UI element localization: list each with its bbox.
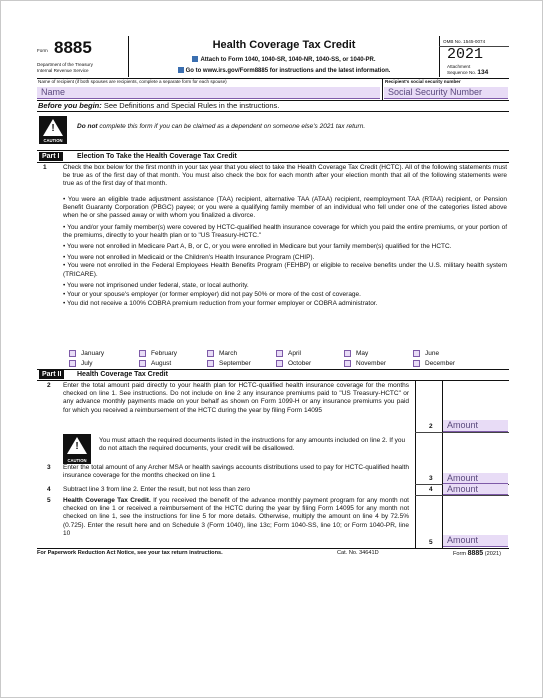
line2-amount-input[interactable]: Amount: [443, 420, 508, 432]
list-item: • You were an eligible trade adjustment assistance (TAA) recipient, alternative TAA (ATAA) recipient, reemployment TAA (RTAA) recipient, or Pension Benefit Guaranty Corporation (PBGC) payee; or you were a qualifying family member of an individual who fell under one of the categories listed above when he or she passed away or with whom you finalized a divorce.: [63, 196, 507, 220]
caution-dependent-text: Do not complete this form if you can be claimed as a dependent on someone else's 2021 tax return.: [77, 123, 366, 130]
month-checkbox-october[interactable]: [276, 360, 283, 367]
month-checkbox-june[interactable]: [413, 350, 420, 357]
department: Department of the Treasury: [37, 62, 93, 67]
month-label-december: December: [425, 360, 455, 367]
line5-number: 5: [47, 497, 51, 504]
line2-number: 2: [47, 382, 51, 389]
line4-text: Subtract line 3 from line 2. Enter the result, but not less than zero: [63, 486, 251, 493]
month-label-may: May: [356, 350, 369, 357]
line5-box-label: 5: [429, 539, 433, 546]
line2-box-label: 2: [429, 423, 433, 430]
month-label-april: April: [288, 350, 302, 357]
list-item: • You were not enrolled in the Federal Employees Health Benefits Program (FEHBP) or eligible to receive benefits under the U.S. military health system (TRICARE).: [63, 262, 507, 278]
month-checkbox-november[interactable]: [344, 360, 351, 367]
list-item: • You did not receive a 100% COBRA premium reduction from your former employer or COBRA administrator.: [63, 300, 378, 308]
month-checkbox-march[interactable]: [207, 350, 214, 357]
caution-attach-text: You must attach the required documents listed in the instructions for any amounts included on line 2. If you do not attach the required documents, your credit will be disallowed.: [99, 437, 406, 453]
month-label-july: July: [81, 360, 93, 367]
form-label: Form: [37, 48, 48, 53]
month-label-october: October: [288, 360, 312, 367]
list-item: • You were not enrolled in Medicare Part A, B, or C, or you were enrolled in Medicare but your family member(s) qualified for the HCTC.: [63, 243, 452, 251]
list-item: • You were not enrolled in Medicaid or the Children's Health Insurance Program (CHIP).: [63, 254, 315, 262]
part1-title: Election To Take the Health Coverage Tax Credit: [77, 153, 237, 160]
list-item: • You were not imprisoned under federal, state, or local authority.: [63, 281, 249, 289]
month-checkbox-september[interactable]: [207, 360, 214, 367]
arrow-icon: [178, 67, 184, 73]
month-label-february: February: [151, 350, 178, 357]
line3-box-label: 3: [429, 475, 433, 482]
attachment-label: Attachment: [447, 64, 471, 69]
month-checkbox-august[interactable]: [139, 360, 146, 367]
line2-text: Enter the total amount paid directly to your health plan for HCTC-qualified health insurance coverage for the months checked on line 1. See instructions. Do not include on line 2 any insurance premiums paid to "US Treasury-HCTC" or any advance monthly payments made on your behalf as shown on Form 1099-H or any insurance premiums you paid for which you received a reimbursement of the HCTC during the year by filing Form 14095: [63, 382, 409, 414]
month-checkbox-january[interactable]: [69, 350, 76, 357]
arrow-icon: [192, 56, 198, 62]
form-reference: Form 8885 (2021): [453, 550, 501, 557]
line3-text: Enter the total amount of any Archer MSA or health savings accounts distributions used to pay for HCTC-qualified health insurance coverage for the months checked on line 1: [63, 464, 409, 480]
before-you-begin: Before you begin: See Definitions and Special Rules in the instructions.: [38, 101, 280, 110]
line4-box-label: 4: [429, 486, 433, 493]
list-item: • Your or your spouse's employer (or former employer) did not pay 50% or more of the cost of coverage.: [63, 291, 361, 299]
recipient-name-label: Name of recipient (if both spouses are recipients, complete a separate form for each spouse): [38, 79, 227, 84]
caution-icon: ! CAUTION: [39, 116, 67, 144]
month-label-june: June: [425, 350, 440, 357]
month-label-march: March: [219, 350, 238, 357]
paperwork-notice: For Paperwork Reduction Act Notice, see your tax return instructions.: [37, 550, 223, 556]
part2-tag: Part II: [39, 370, 64, 379]
recipient-ssn-input[interactable]: Social Security Number: [384, 87, 508, 99]
omb-number: OMB No. 1545-0074: [443, 39, 486, 44]
month-checkbox-february[interactable]: [139, 350, 146, 357]
eligibility-list: [63, 196, 507, 308]
line1-intro: Check the box below for the first month in your tax year that you elect to take the Health Coverage Tax Credit (HCTC). All of the following statements must be true as of the first day of that month. You must also check the box for each month after your election month that all of the following statements were true as of the first day of that month.: [63, 164, 507, 188]
month-label-september: September: [219, 360, 251, 367]
caution-icon: ! CAUTION: [63, 434, 91, 464]
recipient-ssn-label: Recipient's social security number: [385, 79, 461, 84]
line4-amount-input[interactable]: Amount: [443, 484, 508, 495]
month-checkbox-december[interactable]: [413, 360, 420, 367]
line3-amount-input[interactable]: Amount: [443, 473, 508, 484]
part1-tag: Part I: [39, 152, 63, 161]
form-number: 8885: [54, 38, 92, 57]
line5-amount-input[interactable]: Amount: [443, 535, 508, 547]
line1-number: 1: [43, 164, 47, 171]
month-label-november: November: [356, 360, 386, 367]
goto-instruction: Go to www.irs.gov/Form8885 for instructions and the latest information.: [129, 67, 439, 75]
list-item: • You and/or your family member(s) were covered by HCTC-qualified health insurance coverage for which you paid the entire premiums, or your portion of the premiums, directly to your health plan or to "US Treasury-HCTC.": [63, 223, 507, 239]
form-title: Health Coverage Tax Credit: [212, 39, 356, 51]
attach-instruction: Attach to Form 1040, 1040-SR, 1040-NR, 1040-SS, or 1040-PR.: [129, 56, 439, 64]
month-checkbox-april[interactable]: [276, 350, 283, 357]
catalog-number: Cat. No. 34641D: [337, 550, 379, 556]
tax-year: 2021: [447, 46, 484, 63]
month-checkbox-may[interactable]: [344, 350, 351, 357]
month-label-january: January: [81, 350, 105, 357]
recipient-name-input[interactable]: Name: [37, 87, 380, 99]
line4-number: 4: [47, 486, 51, 493]
line5-text: Health Coverage Tax Credit. If you received the benefit of the advance monthly payment program for any month not checked on line 1 or received a reimbursement of the HCTC during the year by filing Form 14095 for any month not checked on line 1, see the instructions for line 5 for more details. Otherwise, multiply the amount on line 4 by 72.5% (0.725). Enter the result here and on Schedule 3 (Form 1040), line 13c; Form 1040-SS, line 10; or Form 1040-PR, line 10: [63, 497, 409, 537]
sequence-label: Sequence No. 134: [447, 69, 489, 76]
month-checkbox-july[interactable]: [69, 360, 76, 367]
line3-number: 3: [47, 464, 51, 471]
part2-title: Health Coverage Tax Credit: [77, 371, 168, 378]
month-label-august: August: [151, 360, 172, 367]
agency: Internal Revenue Service: [37, 68, 89, 73]
